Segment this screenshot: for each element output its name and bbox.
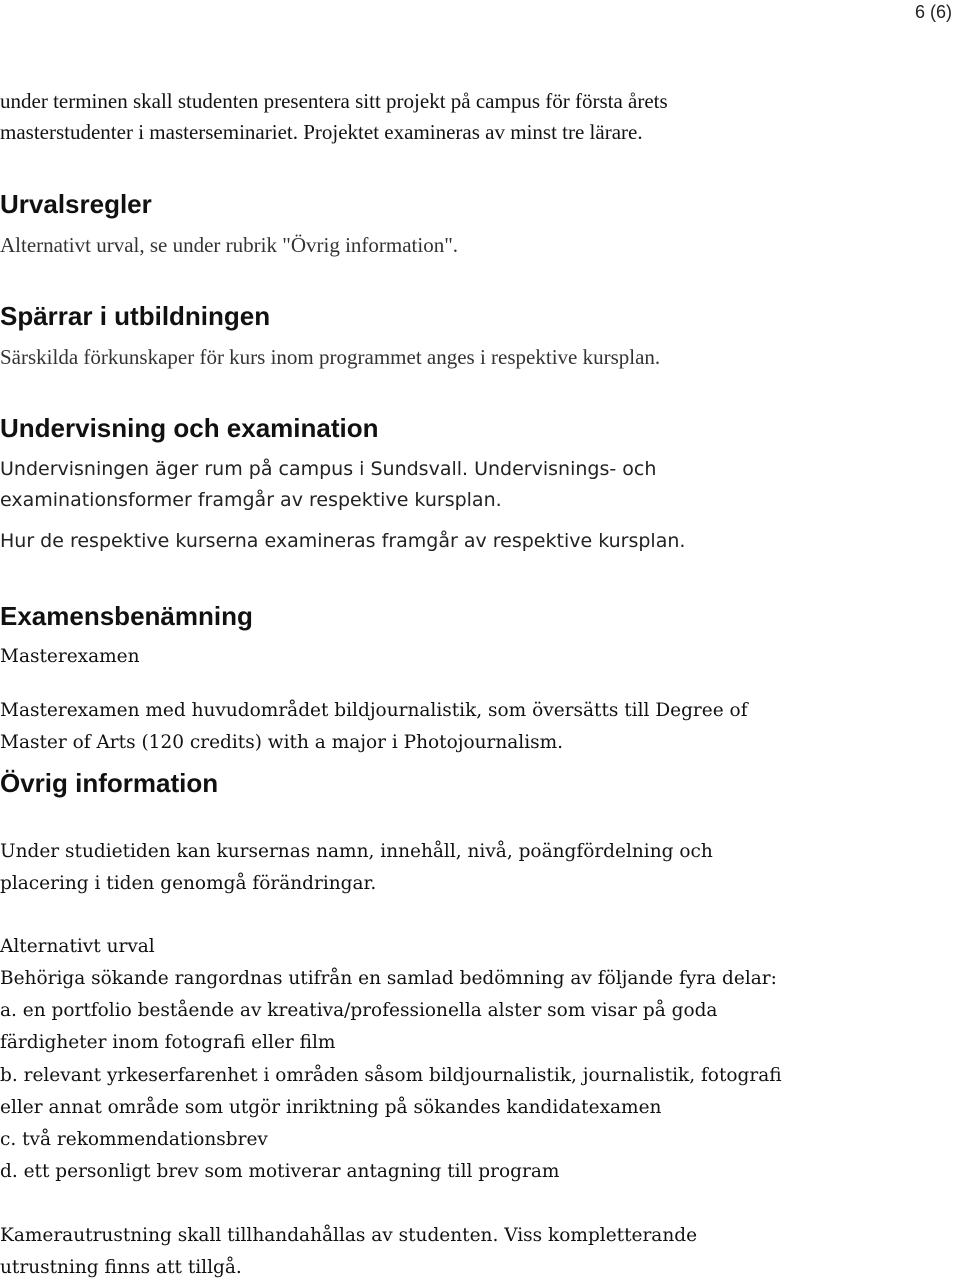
examensbenamning-line-1: Masterexamen med huvudområdet bildjournalistik, som översätts till Degree of (0, 700, 748, 721)
examensbenamning-degree: Masterexamen (0, 646, 140, 667)
urvalsregler-heading: Urvalsregler (0, 189, 152, 219)
list-item-a-line-2: färdigheter inom fotografi eller film (0, 1032, 336, 1053)
final-line-1: Kamerautrustning skall tillhandahållas av studenten. Viss kompletterande (0, 1225, 698, 1246)
ovrig-p1-line-1: Under studietiden kan kursernas namn, innehåll, nivå, poängfördelning och (0, 841, 713, 862)
intro-line-1: under terminen skall studenten presentera sitt projekt på campus för första årets (0, 89, 668, 113)
sparrar-text: Särskilda förkunskaper för kurs inom programmet anges i respektive kursplan. (0, 345, 661, 369)
sparrar-heading: Spärrar i utbildningen (0, 301, 271, 331)
undervisning-line-1: Undervisningen äger rum på campus i Sundsvall. Undervisnings- och (0, 458, 657, 480)
undervisning-line-2: examinationsformer framgår av respektive kursplan. (0, 489, 502, 511)
urvalsregler-text: Alternativt urval, se under rubrik "Övrig information". (0, 233, 459, 257)
alternativt-urval-intro: Behöriga sökande rangordnas utifrån en samlad bedömning av följande fyra delar: (0, 968, 777, 989)
list-item-c: c. två rekommendationsbrev (0, 1129, 268, 1150)
list-item-b-line-1: b. relevant yrkeserfarenhet i områden såsom bildjournalistik, journalistik, fotografi (0, 1065, 782, 1086)
examensbenamning-line-2: Master of Arts (120 credits) with a major i Photojournalism. (0, 732, 564, 753)
intro-line-2: masterstudenter i masterseminariet. Projektet examineras av minst tre lärare. (0, 120, 643, 144)
examensbenamning-heading: Examensbenämning (0, 601, 253, 631)
ovrig-heading: Övrig information (0, 768, 219, 798)
list-item-d: d. ett personligt brev som motiverar antagning till program (0, 1161, 560, 1182)
undervisning-heading: Undervisning och examination (0, 413, 379, 443)
page-number: 6 (6) (914, 2, 952, 22)
list-item-a-line-1: a. en portfolio bestående av kreativa/professionella alster som visar på goda (0, 1000, 718, 1021)
alternativt-urval-heading: Alternativt urval (0, 936, 155, 957)
undervisning-line-3: Hur de respektive kurserna examineras framgår av respektive kursplan. (0, 530, 686, 552)
ovrig-p1-line-2: placering i tiden genomgå förändringar. (0, 873, 377, 894)
final-line-2: utrustning finns att tillgå. (0, 1257, 242, 1278)
list-item-b-line-2: eller annat område som utgör inriktning på sökandes kandidatexamen (0, 1097, 662, 1118)
